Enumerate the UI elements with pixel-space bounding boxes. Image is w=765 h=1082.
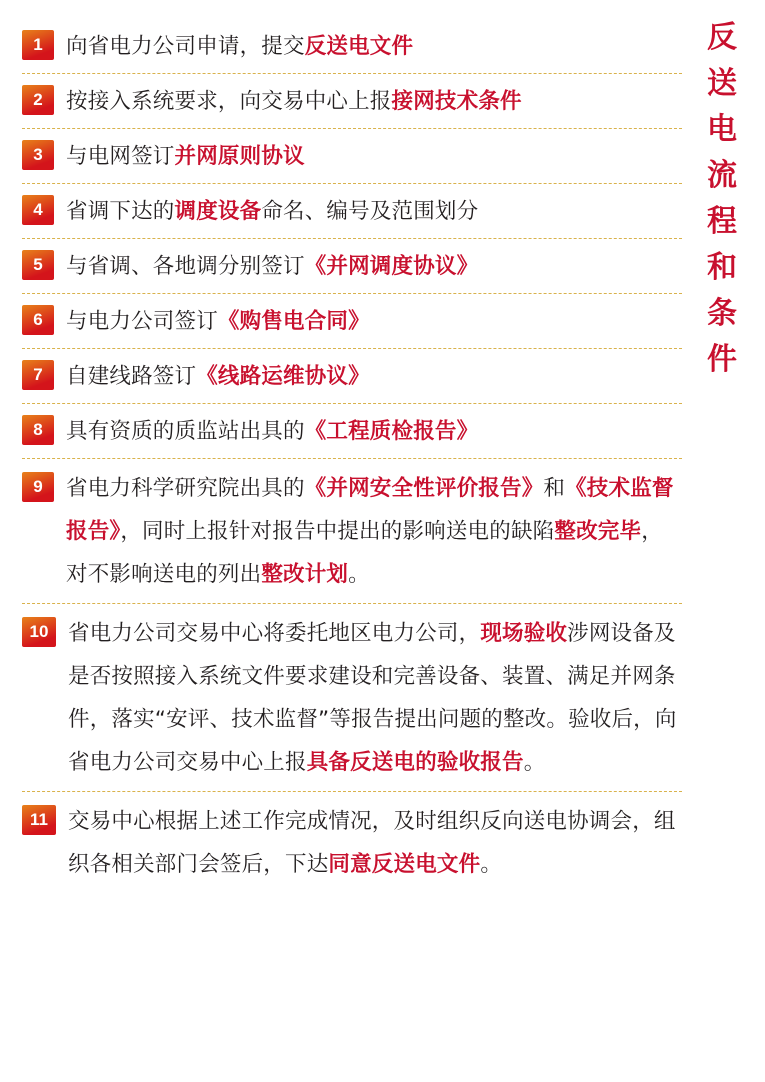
vertical-title-char: 电 <box>707 112 737 147</box>
step-row <box>22 136 682 184</box>
step-row <box>22 246 682 294</box>
step-number-badge: 3 <box>22 140 54 170</box>
step-row <box>22 611 682 792</box>
step-text: 省电力公司交易中心将委托地区电力公司，现场验收涉网设备及是否按照接入系统文件要求建设和完善设备、装置、满足并网条件，落实“安评、技术监督”等报告提出问题的整改。验收后，向省电力公司交易中心上报具备反送电的验收报告。 <box>68 621 677 775</box>
step-number-badge: 2 <box>22 85 54 115</box>
step-text: 与省调、各地调分别签订《并网调度协议》 <box>66 254 479 279</box>
step-number-badge: 4 <box>22 195 54 225</box>
steps-list <box>22 26 682 900</box>
step-row <box>22 356 682 404</box>
step-number-badge: 6 <box>22 305 54 335</box>
vertical-title-char: 反 <box>707 20 737 55</box>
step-number-badge: 10 <box>22 617 56 647</box>
step-text: 交易中心根据上述工作完成情况，及时组织反向送电协调会，组织各相关部门会签后，下达同意反送电文件。 <box>68 809 676 877</box>
step-number-badge: 8 <box>22 415 54 445</box>
step-row <box>22 191 682 239</box>
step-text: 向省电力公司申请，提交反送电文件 <box>66 34 414 59</box>
step-text: 具有资质的质监站出具的《工程质检报告》 <box>66 419 479 444</box>
vertical-title-char: 程 <box>707 204 737 239</box>
step-text: 与电力公司签订《购售电合同》 <box>66 309 370 334</box>
step-number-badge: 7 <box>22 360 54 390</box>
step-row <box>22 26 682 74</box>
step-number-badge: 9 <box>22 472 54 502</box>
step-row <box>22 799 682 893</box>
step-row <box>22 301 682 349</box>
step-text: 按接入系统要求，向交易中心上报接网技术条件 <box>66 89 522 114</box>
vertical-title-char: 送 <box>707 66 737 101</box>
step-number-badge: 5 <box>22 250 54 280</box>
vertical-title-char: 和 <box>707 250 737 285</box>
step-row <box>22 466 682 604</box>
step-text: 省调下达的调度设备命名、编号及范围划分 <box>66 199 479 224</box>
vertical-title-char: 流 <box>707 158 737 193</box>
step-number-badge: 1 <box>22 30 54 60</box>
step-number-badge: 11 <box>22 805 56 835</box>
step-text: 省电力科学研究院出具的《并网安全性评价报告》和《技术监督报告》，同时上报针对报告中提出的影响送电的缺陷整改完毕，对不影响送电的列出整改计划。 <box>66 476 674 587</box>
step-row <box>22 411 682 459</box>
step-text: 自建线路签订《线路运维协议》 <box>66 364 370 389</box>
vertical-title-char: 件 <box>707 342 737 377</box>
vertical-title-char: 条 <box>707 296 737 331</box>
step-text: 与电网签订并网原则协议 <box>66 144 305 169</box>
step-row <box>22 81 682 129</box>
vertical-title <box>695 22 749 376</box>
